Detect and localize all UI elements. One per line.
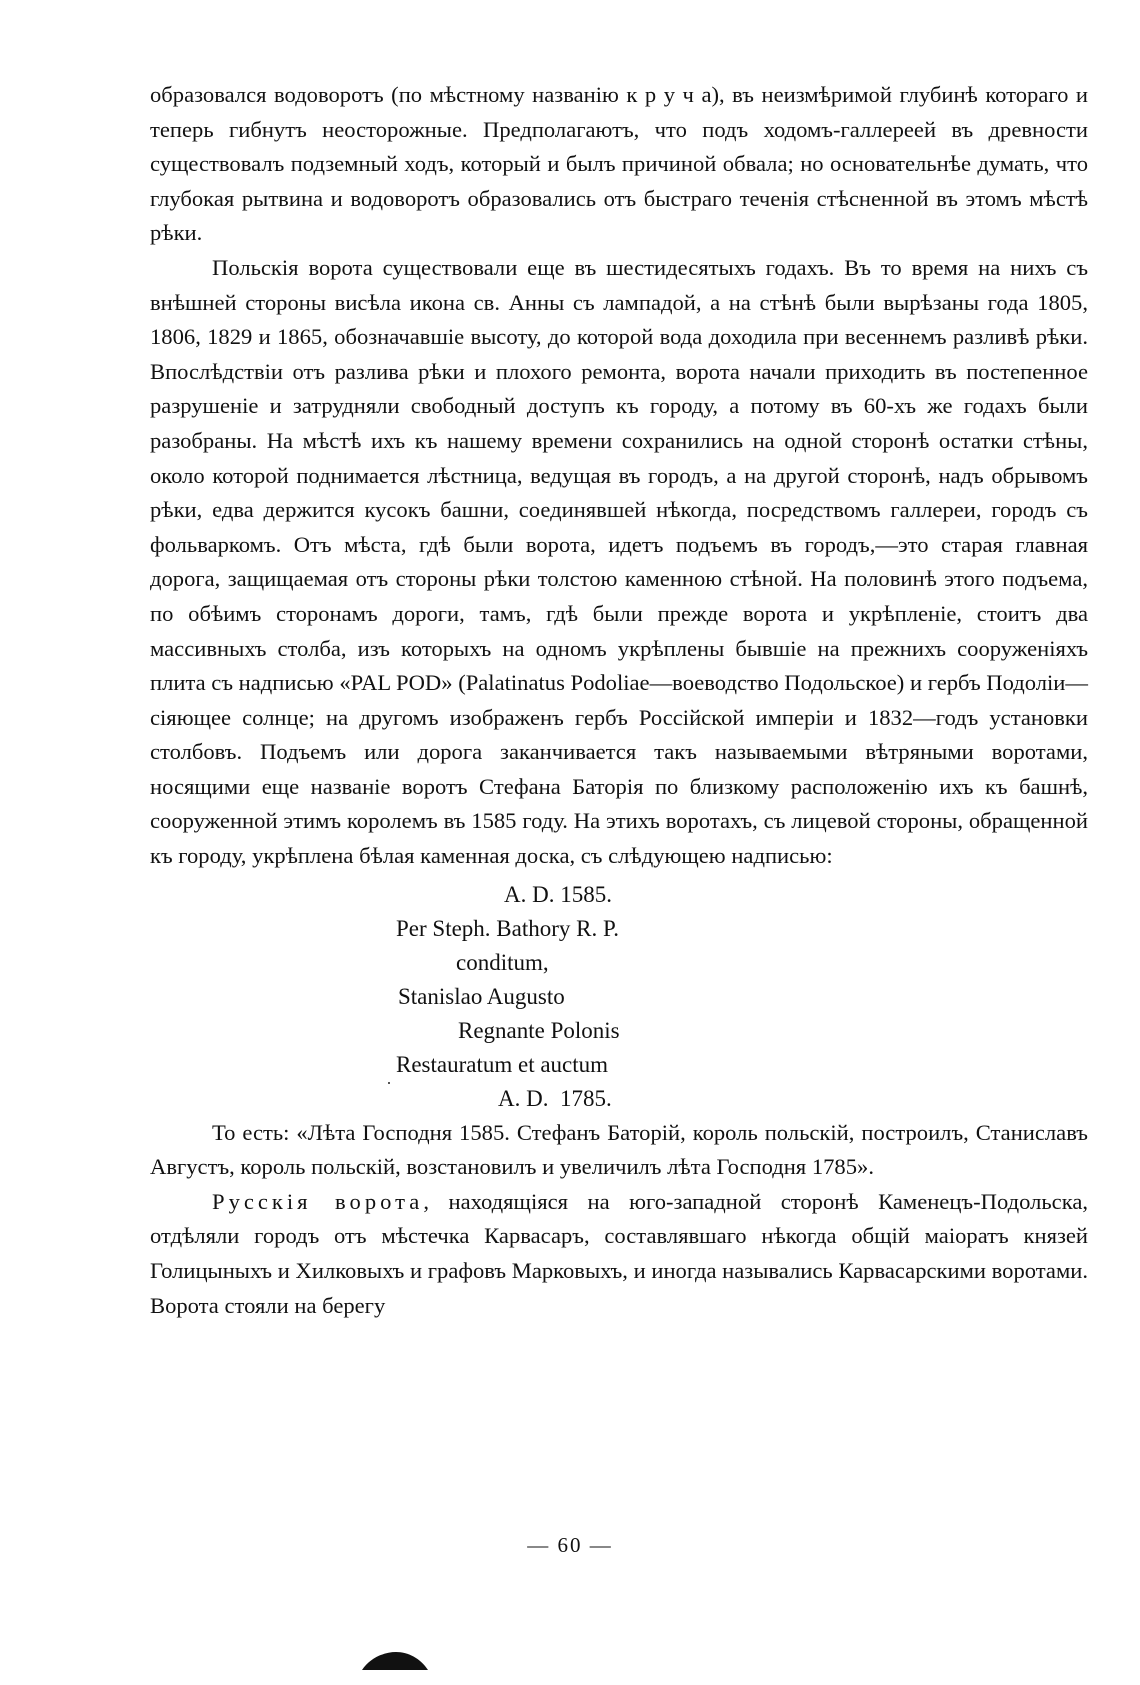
inscription-line: Restauratum et auctum — [396, 1051, 609, 1077]
inscription-line: Per Steph. Bathory R. P. — [396, 915, 619, 941]
inscription-line: A. D. 1785. — [498, 1085, 612, 1111]
russian-gates-heading: Русскія ворота — [212, 1188, 424, 1214]
inscription-line: Regnante Polonis — [458, 1017, 620, 1043]
inscription-line: conditum, — [456, 949, 549, 975]
russian-gates-text: , находящіяся на юго-западной сторонѣ Каменецъ-Подольска, отдѣляли городъ отъ мѣстечка Карвасаръ, составлявшаго нѣкогда общій маіоратъ князей Голицыныхъ и Хилковыхъ и графовъ Марковыхъ, и иногда назывались Карвасарскими воротами. Ворота стояли на берегу — [150, 1188, 1089, 1318]
inscription-line: A. D. 1585. — [504, 881, 612, 907]
page-body — [150, 78, 1088, 1323]
paragraph-translation: То есть: «Лѣта Господня 1585. Стефанъ Баторій, король польскій, построилъ, Станиславъ Августъ, король польскій, возстановилъ и увеличилъ лѣта Господня 1785». — [150, 1119, 1088, 1180]
inscription-block — [150, 874, 1088, 1116]
paragraph-whirlpool: образовался водоворотъ (по мѣстному названію к р у ч а), въ неизмѣримой глубинѣ котораго и теперь гибнутъ неосторожные. Предполагаютъ, что подъ ходомъ-галлереей въ древности существовалъ подземный ходъ, который и былъ причиной обвала; но основательнѣе думать, что глубокая рытвина и водоворотъ образовались отъ быстраго теченія стѣсненной въ этомъ мѣстѣ рѣки. — [150, 82, 1088, 246]
page-number: — 60 — — [527, 1533, 613, 1557]
inscription-line: Stanislao Augusto — [398, 983, 565, 1009]
paragraph-polish-gates: Польскія ворота существовали еще въ шестидесятыхъ годахъ. Въ то время на нихъ съ внѣшней стороны висѣла икона св. Анны съ лампадой, а на стѣнѣ были вырѣзаны года 1805, 1806, 1829 и 1865, обозначавшіе высоту, до которой вода доходила при весеннемъ разливѣ рѣки. Впослѣдствіи отъ разлива рѣки и плохого ремонта, ворота начали приходить въ постепенное разрушеніе и затрудняли свободный доступъ къ городу, а потому въ 60-хъ же годахъ были разобраны. На мѣстѣ ихъ къ нашему времени сохранились на одной сторонѣ остатки стѣны, около которой поднимается лѣстница, ведущая въ городъ, а на другой сторонѣ, надъ обрывомъ рѣки, едва держится кусокъ башни, соединявшей нѣкогда, посредствомъ галлереи, городъ съ фольваркомъ. Отъ мѣста, гдѣ были ворота, идетъ подъемъ въ городъ,—это старая главная дорога, защищаемая отъ стороны рѣки толстою каменною стѣной. На половинѣ этого подъема, по обѣимъ сторонамъ дороги, тамъ, гдѣ были прежде ворота и укрѣпленіе, стоитъ два массивныхъ столба, изъ которыхъ на одномъ укрѣплены бывшіе на прежнихъ сооруженіяхъ плита съ надписью «PAL POD» (Palatinatus Podoliae—воеводство Подольское) и гербъ Подоліи—сіяющее солнце; на другомъ изображенъ гербъ Россійской имперіи и 1832—годъ установки столбовъ. Подъемъ или дорога заканчивается такъ называемыми вѣтряными воротами, носящими еще названіе воротъ Стефана Баторія по близкому расположенію ихъ къ башнѣ, сооруженной этимъ королемъ въ 1585 году. На этихъ воротахъ, съ лицевой стороны, обращенной къ городу, укрѣплена бѣлая каменная доска, съ слѣдующею надписью: — [150, 254, 1088, 869]
print-speck — [388, 1082, 390, 1084]
ink-blot-mark — [360, 1650, 430, 1672]
paragraph-russian-gates — [150, 1185, 1088, 1323]
